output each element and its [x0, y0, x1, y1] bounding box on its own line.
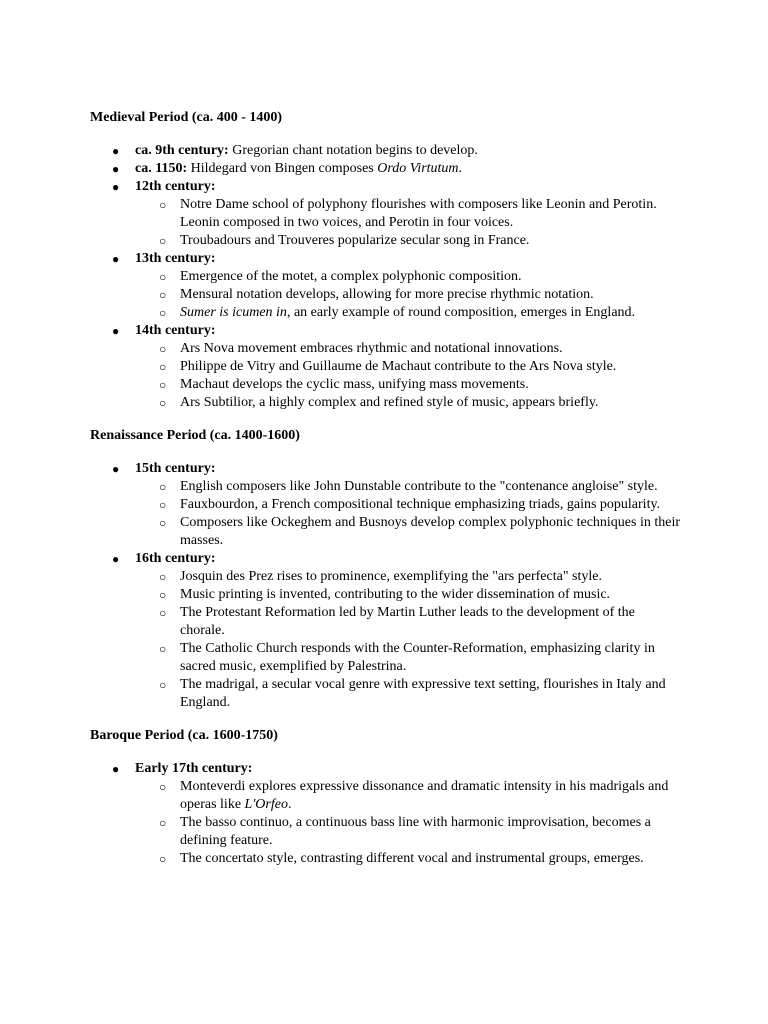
- list-item: ● 15th century: ○ English composers like John Dunstable contribute to the "contenance angloise" style. ○ Fauxbourdon, a French compositional technique emphasizing triads, gains popularity. ○ Composers like Ockeghem and Busnoys develop complex polyphonic techniques in their masses.: [90, 460, 768, 550]
- sub-list: [135, 568, 768, 712]
- sub-list-item: ○ Monteverdi explores expressive dissonance and dramatic intensity in his madrigals and operas like L'Orfeo.: [135, 778, 680, 814]
- section-heading-medieval: Medieval Period (ca. 400 - 1400): [90, 110, 283, 125]
- list-item: ● 16th century: ○ Josquin des Prez rises to prominence, exemplifying the "ars perfecta" style. ○ Music printing is invented, contributing to the wider dissemination of music. ○ The Protestant Reformation led by Martin Luther leads to the development of the chorale. ○ The Catholic Church responds with the Counter-Reformation, emphasizing clarity in sacred music, exemplified by Palestrina. ○ The madrigal, a secular vocal genre with expressive text setting, flourishes in Italy and England.: [90, 550, 768, 712]
- medieval-list: [90, 142, 768, 412]
- list-item: ● 13th century: ○ Emergence of the motet, a complex polyphonic composition. ○ Mensural notation develops, allowing for more precise rhythmic notation. ○ Sumer is icumen in, an early example of round composition, emerges in England.: [90, 250, 768, 322]
- sub-list: [135, 196, 768, 250]
- sub-list-item: ○ The concertato style, contrasting different vocal and instrumental groups, emerges.: [135, 850, 680, 868]
- sub-list: [135, 340, 768, 412]
- sub-list: [135, 478, 768, 550]
- sub-list-item: ○ Machaut develops the cyclic mass, unifying mass movements.: [135, 376, 680, 394]
- sub-list-item: ○ Philippe de Vitry and Guillaume de Machaut contribute to the Ars Nova style.: [135, 358, 680, 376]
- sub-list-item: ○ The Catholic Church responds with the Counter-Reformation, emphasizing clarity in sacred music, exemplified by Palestrina.: [135, 640, 680, 676]
- sub-list-item: ○ English composers like John Dunstable contribute to the "contenance angloise" style.: [135, 478, 680, 496]
- list-item: ● Early 17th century: ○ Monteverdi explores expressive dissonance and dramatic intensity in his madrigals and operas like L'Orfeo. ○ The basso continuo, a continuous bass line with harmonic improvisation, becomes a defining feature. ○ The concertato style, contrasting different vocal and instrumental groups, emerges.: [90, 760, 768, 868]
- section-heading-baroque: Baroque Period (ca. 1600-1750): [90, 728, 278, 743]
- list-item: ● 12th century: ○ Notre Dame school of polyphony flourishes with composers like Leonin and Perotin. Leonin composed in two voices, and Perotin in four voices. ○ Troubadours and Trouveres popularize secular song in France.: [90, 178, 768, 250]
- sub-list-item: ○ Mensural notation develops, allowing for more precise rhythmic notation.: [135, 286, 680, 304]
- sub-list-item: ○ Fauxbourdon, a French compositional technique emphasizing triads, gains popularity.: [135, 496, 680, 514]
- sub-list-item: ○ The basso continuo, a continuous bass line with harmonic improvisation, becomes a defining feature.: [135, 814, 680, 850]
- section-heading-renaissance: Renaissance Period (ca. 1400-1600): [90, 428, 300, 443]
- sub-list-item: ○ The Protestant Reformation led by Martin Luther leads to the development of the chorale.: [135, 604, 680, 640]
- baroque-list: [90, 760, 768, 868]
- sub-list-item: ○ Composers like Ockeghem and Busnoys develop complex polyphonic techniques in their masses.: [135, 514, 680, 550]
- sub-list: [135, 778, 768, 868]
- sub-list-item: ○ Emergence of the motet, a complex polyphonic composition.: [135, 268, 680, 286]
- list-item: ● 14th century: ○ Ars Nova movement embraces rhythmic and notational innovations. ○ Philippe de Vitry and Guillaume de Machaut contribute to the Ars Nova style. ○ Machaut develops the cyclic mass, unifying mass movements. ○ Ars Subtilior, a highly complex and refined style of music, appears briefly.: [90, 322, 768, 412]
- sub-list-item: ○ Sumer is icumen in, an early example of round composition, emerges in England.: [135, 304, 680, 322]
- sub-list-item: ○ Troubadours and Trouveres popularize secular song in France.: [135, 232, 680, 250]
- sub-list-item: ○ Josquin des Prez rises to prominence, exemplifying the "ars perfecta" style.: [135, 568, 680, 586]
- list-item: ● ca. 9th century: Gregorian chant notation begins to develop.: [90, 142, 768, 160]
- sub-list-item: ○ Music printing is invented, contributing to the wider dissemination of music.: [135, 586, 680, 604]
- sub-list-item: ○ Ars Nova movement embraces rhythmic and notational innovations.: [135, 340, 680, 358]
- sub-list: [135, 268, 768, 322]
- sub-list-item: ○ Ars Subtilior, a highly complex and refined style of music, appears briefly.: [135, 394, 680, 412]
- sub-list-item: ○ Notre Dame school of polyphony flourishes with composers like Leonin and Perotin. Leonin composed in two voices, and Perotin in four voices.: [135, 196, 680, 232]
- renaissance-list: [90, 460, 768, 712]
- list-item: ● ca. 1150: Hildegard von Bingen composes Ordo Virtutum.: [90, 160, 768, 178]
- sub-list-item: ○ The madrigal, a secular vocal genre with expressive text setting, flourishes in Italy and England.: [135, 676, 680, 712]
